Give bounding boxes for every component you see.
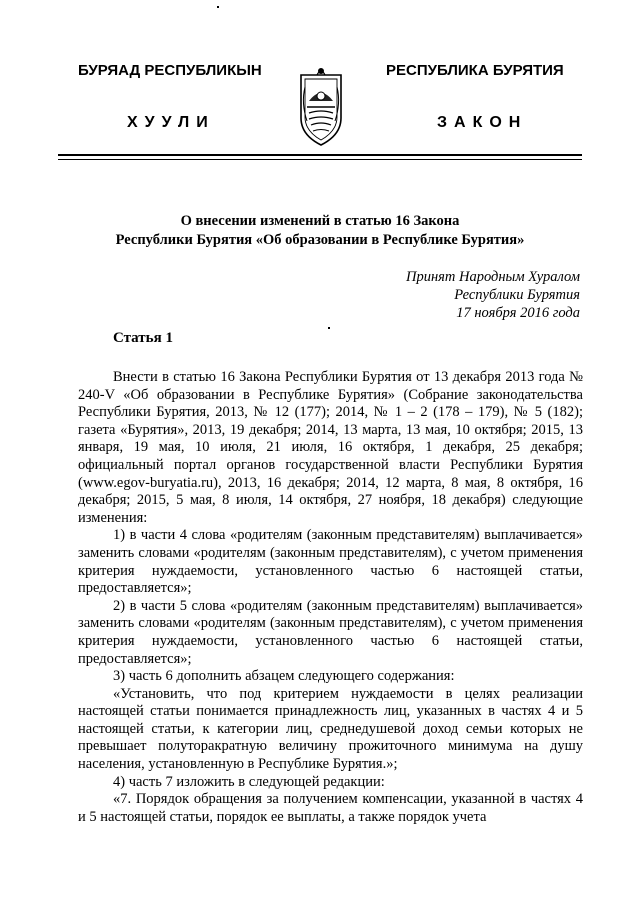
article-heading: Статья 1 — [113, 330, 173, 346]
law-title-line-1: О внесении изменений в статью 16 Закона — [180, 213, 460, 229]
paragraph-item-3: 3) часть 6 дополнить абзацем следующего содержания: — [113, 668, 455, 685]
law-title — [90, 212, 550, 250]
header-left-doc-type: ХУУЛИ — [127, 114, 215, 131]
header-divider-thick — [58, 154, 582, 156]
scan-speck — [217, 6, 219, 8]
article-body — [78, 369, 583, 826]
paragraph-item-1: 1) в части 4 слова «родителям (законным представителям) выплачивается» заменить словами «родителям (законным представителям), с учетом применения критерия нуждаемости, установленного частью 6 настоящей статьи, предоставляется»; — [78, 527, 583, 597]
scan-speck — [328, 327, 330, 329]
adoption-date: 17 ноября 2016 года — [456, 305, 580, 321]
header-divider-thin — [58, 159, 582, 160]
header-left-name: БУРЯАД РЕСПУБЛИКЫН — [78, 62, 262, 79]
adoption-note-line-2: Республики Бурятия — [454, 287, 580, 303]
header-right-doc-type: ЗАКОН — [437, 114, 528, 131]
adoption-note — [406, 268, 580, 322]
paragraph-item-2: 2) в части 5 слова «родителям (законным представителям) выплачивается» заменить словами «родителям (законным представителям), с учетом применения критерия нуждаемости, установленного частью 6 настоящей статьи, предоставляется»; — [78, 597, 583, 667]
paragraph-intro: Внести в статью 16 Закона Республики Бурятия от 13 декабря 2013 года № 240-V «Об образовании в Республике Бурятия» (Собрание законодательства Республики Бурятия, 2013, № 12 (177); 2014, № 1 – 2 (178 – 179), № 5 (182); газета «Бурятия», 2013, 19 декабря; 2014, 13 марта, 13 мая, 10 октября; 2015, 13 января, 19 мая, 10 июля, 21 июля, 16 октября, 1 декабря, 25 декабря; официальный портал органов государственной власти Республики Бурятия (www.egov-buryatia.ru), 2013, 16 декабря; 2014, 12 марта, 8 мая, 8 октября, 16 декабря; 2015, 5 мая, 8 июля, 14 октября, 27 ноября, 18 декабря) следующие изменения: — [78, 369, 583, 526]
header-right-name: РЕСПУБЛИКА БУРЯТИЯ — [386, 62, 564, 79]
adoption-note-line-1: Принят Народным Хуралом — [405, 269, 580, 285]
law-title-line-2: Республики Бурятия «Об образовании в Республике Бурятия» — [115, 232, 525, 248]
paragraph-item-4: 4) часть 7 изложить в следующей редакции: — [113, 773, 385, 790]
paragraph-quote-3: «Установить, что под критерием нуждаемости в целях реализации настоящей статьи понимается принадлежность лиц, указанных в частях 4 и 5 настоящей статьи, к категории лиц, среднедушевой доход семьи которых не превышает полуторакратную величину прожиточного минимума на душу населения, установленную в Республике Бурятия.»; — [78, 685, 583, 773]
paragraph-quote-4: «7. Порядок обращения за получением компенсации, указанной в частях 4 и 5 настоящей статьи, порядок ее выплаты, а также порядок учета — [78, 791, 583, 825]
coat-of-arms-emblem-icon — [291, 63, 351, 148]
